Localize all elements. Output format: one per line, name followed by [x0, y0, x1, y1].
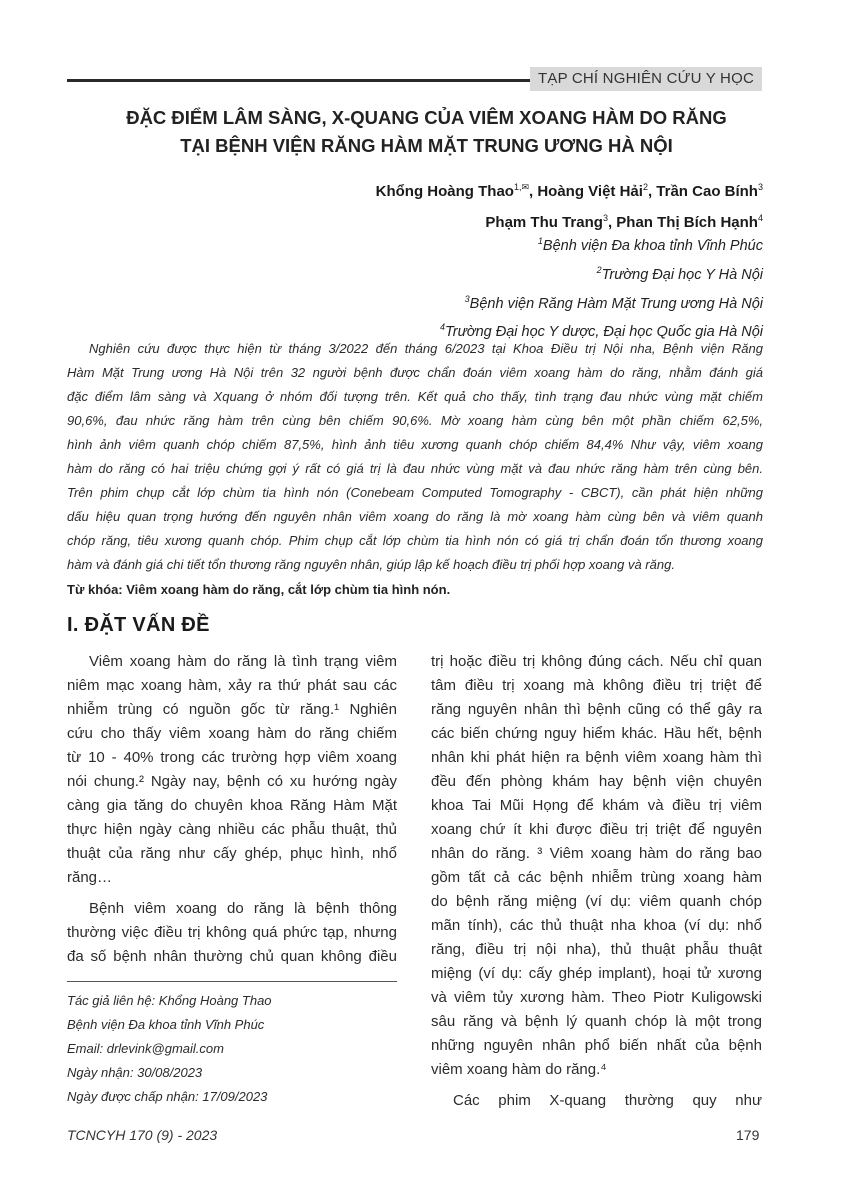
- header-rule: [67, 79, 530, 82]
- affiliation-sup: 2: [596, 264, 602, 275]
- body-line: niêm mạc xoang hàm, xảy ra thứ phát sau các: [67, 677, 397, 694]
- body-line: đều đến phòng khám hay bệnh viện chuyên: [431, 773, 762, 790]
- author-name: Phan Thị Bích Hạnh: [616, 214, 758, 231]
- keywords: Từ khóa: Viêm xoang hàm do răng, cắt lớp chùm tia hình nón.: [67, 582, 451, 597]
- body-line: khoa Tai Mũi Họng để khám và điều trị viêm: [431, 797, 762, 814]
- abstract-line: dấu hiệu quan trọng hướng đến nguyên nhân viêm xoang do răng là mờ xoang hàm cùng bên và viêm quanh: [67, 509, 763, 524]
- body-line: răng nguyên nhân thì bệnh cũng có thể gây ra: [431, 701, 762, 718]
- author-sup: 4: [757, 213, 763, 223]
- affiliation-text: Trường Đại học Y Hà Nội: [601, 266, 763, 283]
- author-sup: 1,✉: [513, 182, 529, 192]
- footnote-line: Ngày được chấp nhận: 17/09/2023: [67, 1089, 268, 1104]
- author-name: Khổng Hoàng Thao: [375, 183, 514, 200]
- body-column-left: [67, 650, 397, 969]
- affiliation: [440, 258, 763, 287]
- affiliation-text: Bệnh viện Răng Hàm Mặt Trung ương Hà Nội: [469, 295, 763, 312]
- abstract-line: hàm do răng có hai triệu chứng gợi ý rất có giá trị là đau nhức vùng mặt và đau nhức răng hàm trên cùng bên.: [67, 461, 763, 476]
- footer-citation: TCNCYH 170 (9) - 2023: [67, 1127, 218, 1143]
- affiliation: [440, 287, 763, 316]
- body-line: cứu cho thấy viêm xoang hàm do răng chiếm: [67, 725, 397, 742]
- footnote-line: Email: drlevink@gmail.com: [67, 1041, 224, 1056]
- footnote-rule: [67, 981, 397, 982]
- affiliation-text: Bệnh viện Đa khoa tỉnh Vĩnh Phúc: [542, 237, 763, 254]
- body-line: càng gia tăng do chuyên khoa Răng Hàm Mặt: [67, 797, 397, 814]
- abstract-line: Nghiên cứu được thực hiện từ tháng 3/2022 đến tháng 6/2023 tại Khoa Điều trị Nội nha, Bệnh viện Răng: [89, 341, 763, 356]
- author-name: Hoàng Việt Hải: [537, 183, 643, 200]
- body-line: miệng (ví dụ: cấy ghép implant), hoại tử xương: [431, 965, 762, 982]
- correspondence-footnote: [67, 989, 272, 1109]
- title-line-2: TẠI BỆNH VIỆN RĂNG HÀM MẶT TRUNG ƯƠNG HÀ NỘI: [180, 135, 673, 156]
- page-number: 179: [736, 1127, 760, 1143]
- body-line: những nguyên nhân phổ biến nhất của bệnh: [431, 1037, 762, 1054]
- body-column-right: [431, 650, 762, 1113]
- body-line: Viêm xoang hàm do răng là tình trạng viêm: [89, 653, 397, 670]
- footnote-line: Bệnh viện Đa khoa tỉnh Vĩnh Phúc: [67, 1017, 265, 1032]
- title-line-1: ĐẶC ĐIỂM LÂM SÀNG, X-QUANG CỦA VIÊM XOANG HÀM DO RĂNG: [126, 107, 727, 128]
- body-line: răng, điều trị nội nha), thủ thuật phẫu thuật: [431, 941, 762, 958]
- affiliation: [440, 229, 763, 258]
- abstract-line: đặc điểm lâm sàng và Xquang ở nhóm đối tượng trên. Kết quả cho thấy, tình trạng đau nhức vùng mặt chiếm: [67, 389, 763, 404]
- body-line: sâu răng và bệnh lý quanh chóp là một trong: [431, 1013, 762, 1030]
- body-line: từ 10 - 40% trong các trường hợp viêm xoang: [67, 749, 397, 766]
- body-line: tâm điều trị xoang mà không điều trị triệt để: [431, 677, 762, 694]
- body-line: nhiễm trùng có nguồn gốc từ răng.¹ Nghiên: [67, 701, 397, 718]
- body-line: thực hiện ngày càng nhiều các phẫu thuật, thủ: [67, 821, 397, 838]
- body-line: nói chung.² Ngày nay, bệnh có xu hướng ngày: [67, 773, 397, 790]
- author-sup: 3: [602, 213, 608, 223]
- affiliation-sup: 3: [464, 293, 470, 304]
- author-list: [376, 174, 763, 236]
- author-sup: 2: [642, 182, 648, 192]
- body-line: Các phim X-quang thường quy như: [453, 1092, 762, 1109]
- body-line: do bệnh răng miệng (ví dụ: viêm quanh chóp: [431, 893, 762, 910]
- body-line: và viêm tủy xương hàm. Theo Piotr Kuligowski: [431, 989, 762, 1006]
- body-line: răng…: [67, 869, 113, 886]
- body-line: thường việc điều trị không quá phức tạp, nhưng: [67, 924, 397, 941]
- body-line: đa số bệnh nhân thường chủ quan không điều: [67, 948, 397, 965]
- abstract: [67, 337, 763, 577]
- author-name: Trần Cao Bính: [656, 183, 758, 200]
- body-line: nhân do răng. ³ Viêm xoang hàm do răng bao: [431, 845, 762, 862]
- author-line-1: Khổng Hoàng Thao$^{1,✉}$, Hoàng Việt Hải$^2$, Trần Cao Bính$^3$: [375, 182, 763, 200]
- body-line: thuật của răng như cấy ghép, phục hình, nhổ: [67, 845, 397, 862]
- body-line: trị hoặc điều trị không đúng cách. Nếu chỉ quan: [431, 653, 762, 670]
- footnote-line: Tác giả liên hệ: Khổng Hoàng Thao: [67, 993, 272, 1008]
- abstract-line: chóp răng, tiêu xương quanh chóp. Phim chụp cắt lớp chùm tia hình nón có giá trị chẩn đoán tổn thương xoang: [67, 533, 763, 548]
- body-line: các biến chứng nguy hiểm khác. Hầu hết, bệnh: [431, 725, 762, 742]
- article-title: [60, 104, 793, 160]
- footnote-line: Ngày nhận: 30/08/2023: [67, 1065, 203, 1080]
- affiliation-list: [440, 229, 763, 344]
- abstract-line: hàm và đánh giá chi tiết tổn thương răng nguyên nhân, giúp lập kế hoạch điều trị phối hợp xoang và răng.: [67, 557, 675, 572]
- abstract-line: Trên phim chụp cắt lớp chùm tia hình nón (Conebeam Computed Tomography - CBCT), cần phát hiện những: [67, 485, 763, 500]
- section-heading: I. ĐẶT VẤN ĐỀ: [67, 614, 210, 636]
- affiliation-sup: 4: [439, 322, 445, 333]
- journal-name: TẠP CHÍ NGHIÊN CỨU Y HỌC: [530, 67, 762, 91]
- body-line: gồm tất cả các bệnh nhiễm trùng xoang hàm: [431, 869, 762, 886]
- abstract-line: hình ảnh viêm quanh chóp chiếm 87,5%, hình ảnh tiêu xương quanh chóp chiếm 84,4% Như vậy, viêm xoang: [67, 437, 763, 452]
- author-line-2: Phạm Thu Trang$^3$, Phan Thị Bích Hạnh$^4$: [485, 213, 763, 231]
- author-name: Phạm Thu Trang: [485, 214, 603, 231]
- abstract-line: Hàm Mặt Trung ương Hà Nội trên 32 người bệnh được chẩn đoán viêm xoang hàm do răng, nhằm đánh giá: [67, 365, 763, 380]
- body-line: mãn tính), các thủ thuật nha khoa (ví dụ: nhổ: [431, 917, 762, 934]
- author-sup: 3: [757, 182, 763, 192]
- affiliation-text: Trường Đại học Y dược, Đại học Quốc gia Hà Nội: [445, 324, 763, 341]
- body-line: viêm xoang hàm do răng.⁴: [431, 1061, 607, 1078]
- body-line: nhân khi phát hiện ra bệnh viêm xoang hàm thì: [431, 749, 762, 766]
- abstract-line: 90,6%, đau nhức răng hàm trên cùng bên chiếm 90,6%. Mờ xoang hàm cùng bên một phần chiếm 62,5%,: [67, 413, 763, 428]
- body-line: xoang chứ ít khi được điều trị triệt để nguyên: [431, 821, 762, 838]
- body-line: Bệnh viêm xoang do răng là bệnh thông: [89, 900, 397, 917]
- affiliation-sup: 1: [537, 236, 543, 246]
